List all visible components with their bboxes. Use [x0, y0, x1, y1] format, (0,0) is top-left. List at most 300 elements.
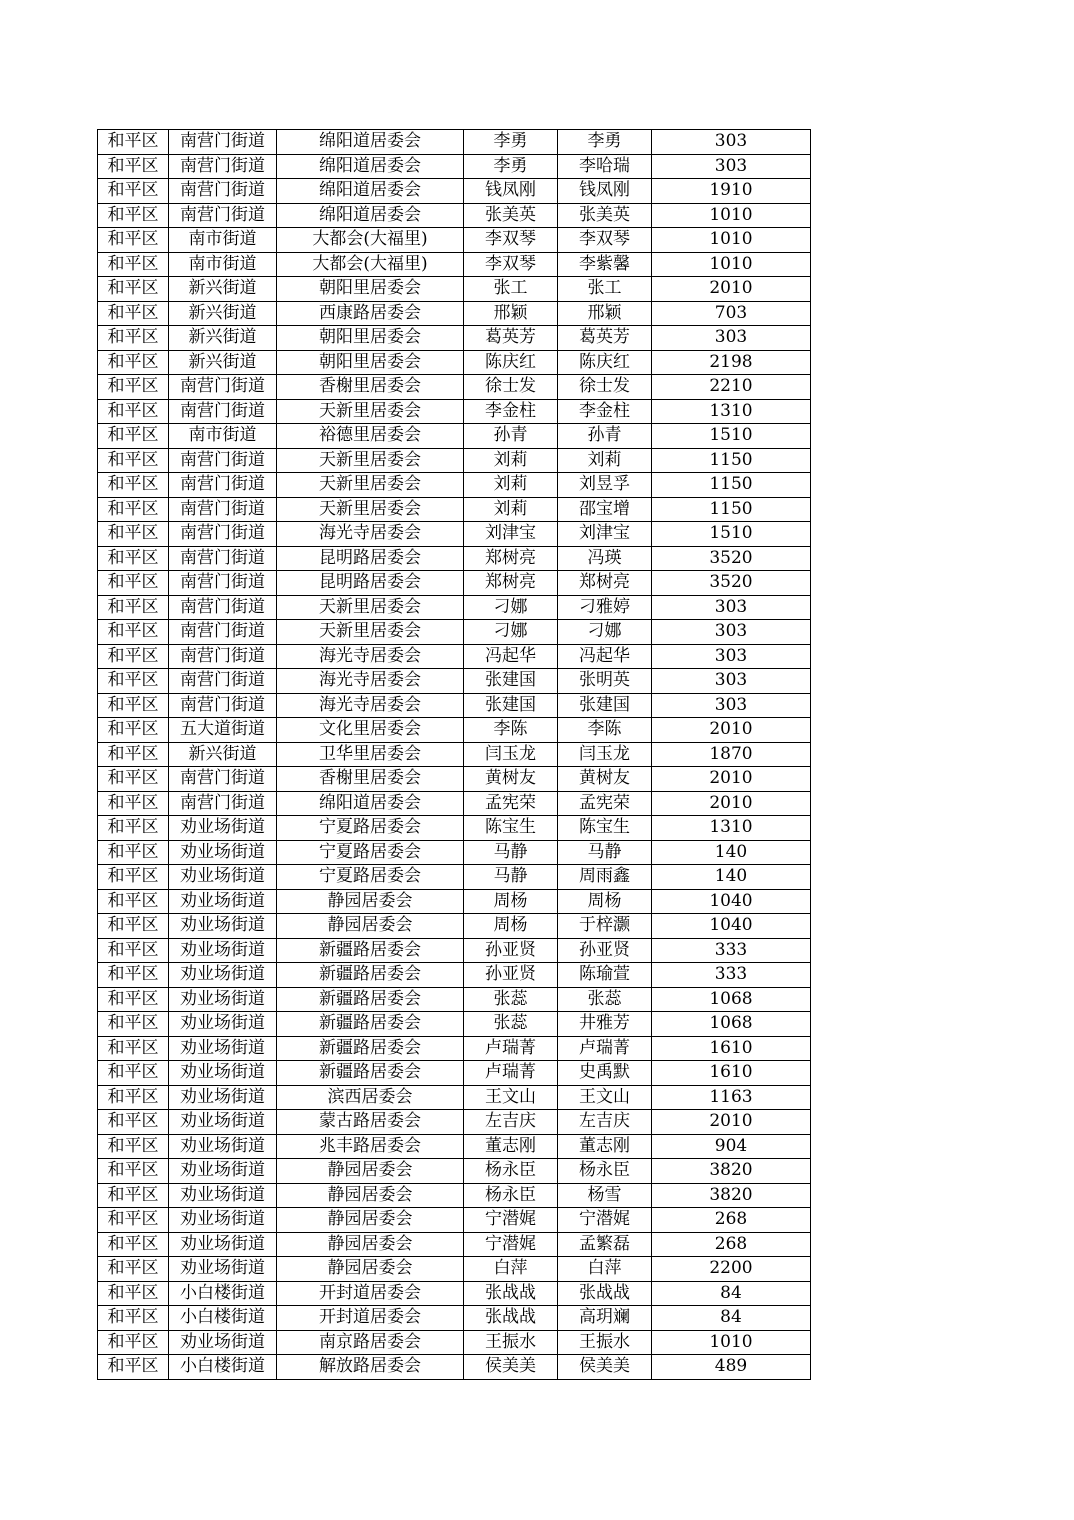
committee-cell: 南京路居委会: [277, 1330, 464, 1355]
district-cell: 和平区: [98, 889, 169, 914]
street-cell: 南营门街道: [169, 620, 277, 645]
district-cell: 和平区: [98, 1110, 169, 1135]
table-row: [98, 1232, 811, 1257]
household-head-cell: 张美英: [464, 203, 558, 228]
street-cell: 新兴街道: [169, 326, 277, 351]
table-row: [98, 301, 811, 326]
member-name-cell: 刁雅婷: [558, 595, 652, 620]
district-cell: 和平区: [98, 399, 169, 424]
household-head-cell: 郑树亮: [464, 571, 558, 596]
household-head-cell: 王文山: [464, 1085, 558, 1110]
household-head-cell: 卢瑞菁: [464, 1061, 558, 1086]
amount-cell: 2010: [652, 718, 811, 743]
committee-cell: 静园居委会: [277, 1183, 464, 1208]
member-name-cell: 葛英芳: [558, 326, 652, 351]
district-cell: 和平区: [98, 473, 169, 498]
committee-cell: 开封道居委会: [277, 1306, 464, 1331]
member-name-cell: 张建国: [558, 693, 652, 718]
committee-cell: 裕德里居委会: [277, 424, 464, 449]
member-name-cell: 卢瑞菁: [558, 1036, 652, 1061]
street-cell: 新兴街道: [169, 350, 277, 375]
household-head-cell: 王振水: [464, 1330, 558, 1355]
committee-cell: 天新里居委会: [277, 620, 464, 645]
table-row: [98, 644, 811, 669]
committee-cell: 静园居委会: [277, 914, 464, 939]
district-cell: 和平区: [98, 816, 169, 841]
table-row: [98, 179, 811, 204]
table-row: [98, 987, 811, 1012]
household-head-cell: 李陈: [464, 718, 558, 743]
amount-cell: 140: [652, 865, 811, 890]
street-cell: 南营门街道: [169, 546, 277, 571]
household-head-cell: 李勇: [464, 130, 558, 155]
household-head-cell: 周杨: [464, 914, 558, 939]
district-cell: 和平区: [98, 595, 169, 620]
member-name-cell: 孟宪荣: [558, 791, 652, 816]
table-row: [98, 1085, 811, 1110]
table-row: [98, 326, 811, 351]
amount-cell: 2198: [652, 350, 811, 375]
table-row: [98, 497, 811, 522]
table-row: [98, 669, 811, 694]
amount-cell: 1610: [652, 1061, 811, 1086]
member-name-cell: 孙亚贤: [558, 938, 652, 963]
amount-cell: 1010: [652, 228, 811, 253]
street-cell: 南营门街道: [169, 767, 277, 792]
committee-cell: 大都会(大福里): [277, 228, 464, 253]
street-cell: 南营门街道: [169, 693, 277, 718]
table-row: [98, 522, 811, 547]
street-cell: 南营门街道: [169, 497, 277, 522]
household-head-cell: 宁潜娓: [464, 1232, 558, 1257]
table-row: [98, 767, 811, 792]
committee-cell: 绵阳道居委会: [277, 203, 464, 228]
committee-cell: 静园居委会: [277, 1159, 464, 1184]
street-cell: 南市街道: [169, 424, 277, 449]
household-head-cell: 陈庆红: [464, 350, 558, 375]
street-cell: 南营门街道: [169, 179, 277, 204]
committee-cell: 天新里居委会: [277, 399, 464, 424]
district-cell: 和平区: [98, 571, 169, 596]
street-cell: 劝业场街道: [169, 1110, 277, 1135]
member-name-cell: 左吉庆: [558, 1110, 652, 1135]
district-cell: 和平区: [98, 791, 169, 816]
member-name-cell: 李陈: [558, 718, 652, 743]
member-name-cell: 周杨: [558, 889, 652, 914]
amount-cell: 2200: [652, 1257, 811, 1282]
member-name-cell: 闫玉龙: [558, 742, 652, 767]
table-row: [98, 1134, 811, 1159]
household-head-cell: 孟宪荣: [464, 791, 558, 816]
committee-cell: 天新里居委会: [277, 595, 464, 620]
amount-cell: 1510: [652, 522, 811, 547]
household-head-cell: 杨永臣: [464, 1159, 558, 1184]
amount-cell: 1870: [652, 742, 811, 767]
street-cell: 南市街道: [169, 252, 277, 277]
committee-cell: 新疆路居委会: [277, 938, 464, 963]
table-row: [98, 1036, 811, 1061]
committee-cell: 天新里居委会: [277, 448, 464, 473]
committee-cell: 绵阳道居委会: [277, 154, 464, 179]
amount-cell: 1310: [652, 816, 811, 841]
street-cell: 劝业场街道: [169, 816, 277, 841]
household-head-cell: 黄树友: [464, 767, 558, 792]
committee-cell: 新疆路居委会: [277, 1012, 464, 1037]
street-cell: 劝业场街道: [169, 865, 277, 890]
street-cell: 劝业场街道: [169, 1036, 277, 1061]
district-cell: 和平区: [98, 546, 169, 571]
street-cell: 南营门街道: [169, 669, 277, 694]
street-cell: 南营门街道: [169, 448, 277, 473]
member-name-cell: 黄树友: [558, 767, 652, 792]
member-name-cell: 刘津宝: [558, 522, 652, 547]
street-cell: 南营门街道: [169, 791, 277, 816]
member-name-cell: 张明英: [558, 669, 652, 694]
table-row: [98, 424, 811, 449]
committee-cell: 宁夏路居委会: [277, 840, 464, 865]
street-cell: 小白楼街道: [169, 1281, 277, 1306]
member-name-cell: 董志刚: [558, 1134, 652, 1159]
member-name-cell: 张工: [558, 277, 652, 302]
street-cell: 南营门街道: [169, 375, 277, 400]
district-cell: 和平区: [98, 742, 169, 767]
household-head-cell: 张建国: [464, 693, 558, 718]
district-cell: 和平区: [98, 228, 169, 253]
committee-cell: 天新里居委会: [277, 473, 464, 498]
committee-cell: 新疆路居委会: [277, 963, 464, 988]
table-row: [98, 1208, 811, 1233]
table-row: [98, 840, 811, 865]
committee-cell: 绵阳道居委会: [277, 130, 464, 155]
member-name-cell: 周雨鑫: [558, 865, 652, 890]
committee-cell: 兆丰路居委会: [277, 1134, 464, 1159]
committee-cell: 开封道居委会: [277, 1281, 464, 1306]
district-cell: 和平区: [98, 277, 169, 302]
member-name-cell: 李勇: [558, 130, 652, 155]
committee-cell: 绵阳道居委会: [277, 179, 464, 204]
committee-cell: 昆明路居委会: [277, 571, 464, 596]
amount-cell: 84: [652, 1281, 811, 1306]
amount-cell: 268: [652, 1232, 811, 1257]
amount-cell: 333: [652, 963, 811, 988]
member-name-cell: 陈宝生: [558, 816, 652, 841]
table-row: [98, 1183, 811, 1208]
member-name-cell: 刘昱孚: [558, 473, 652, 498]
amount-cell: 2010: [652, 1110, 811, 1135]
street-cell: 劝业场街道: [169, 889, 277, 914]
household-head-cell: 陈宝生: [464, 816, 558, 841]
household-head-cell: 李双琴: [464, 252, 558, 277]
district-cell: 和平区: [98, 1330, 169, 1355]
table-row: [98, 938, 811, 963]
committee-cell: 宁夏路居委会: [277, 865, 464, 890]
table-row: [98, 791, 811, 816]
street-cell: 劝业场街道: [169, 1012, 277, 1037]
street-cell: 劝业场街道: [169, 938, 277, 963]
committee-cell: 卫华里居委会: [277, 742, 464, 767]
member-name-cell: 徐士发: [558, 375, 652, 400]
member-name-cell: 刘莉: [558, 448, 652, 473]
table-row: [98, 448, 811, 473]
street-cell: 南营门街道: [169, 203, 277, 228]
street-cell: 劝业场街道: [169, 1159, 277, 1184]
table-row: [98, 693, 811, 718]
household-head-cell: 孙青: [464, 424, 558, 449]
amount-cell: 1163: [652, 1085, 811, 1110]
district-cell: 和平区: [98, 620, 169, 645]
member-name-cell: 李双琴: [558, 228, 652, 253]
amount-cell: 2010: [652, 277, 811, 302]
committee-cell: 新疆路居委会: [277, 1061, 464, 1086]
street-cell: 劝业场街道: [169, 1134, 277, 1159]
household-head-cell: 马静: [464, 865, 558, 890]
table-row: [98, 1110, 811, 1135]
member-name-cell: 邢颖: [558, 301, 652, 326]
member-name-cell: 马静: [558, 840, 652, 865]
amount-cell: 703: [652, 301, 811, 326]
street-cell: 小白楼街道: [169, 1306, 277, 1331]
household-head-cell: 刁娜: [464, 620, 558, 645]
member-name-cell: 于梓灏: [558, 914, 652, 939]
table-row: [98, 130, 811, 155]
member-name-cell: 张战战: [558, 1281, 652, 1306]
amount-cell: 303: [652, 620, 811, 645]
district-cell: 和平区: [98, 963, 169, 988]
committee-cell: 海光寺居委会: [277, 644, 464, 669]
member-name-cell: 高玥斓: [558, 1306, 652, 1331]
household-head-cell: 冯起华: [464, 644, 558, 669]
committee-cell: 静园居委会: [277, 1208, 464, 1233]
district-cell: 和平区: [98, 1012, 169, 1037]
household-head-cell: 张建国: [464, 669, 558, 694]
district-cell: 和平区: [98, 987, 169, 1012]
amount-cell: 268: [652, 1208, 811, 1233]
household-head-cell: 宁潜娓: [464, 1208, 558, 1233]
table-row: [98, 865, 811, 890]
member-name-cell: 孟繁磊: [558, 1232, 652, 1257]
member-name-cell: 冯瑛: [558, 546, 652, 571]
household-head-cell: 钱凤刚: [464, 179, 558, 204]
member-name-cell: 宁潜娓: [558, 1208, 652, 1233]
street-cell: 南营门街道: [169, 522, 277, 547]
committee-cell: 解放路居委会: [277, 1355, 464, 1380]
amount-cell: 1510: [652, 424, 811, 449]
committee-cell: 绵阳道居委会: [277, 791, 464, 816]
table-row: [98, 595, 811, 620]
household-head-cell: 董志刚: [464, 1134, 558, 1159]
table-row: [98, 350, 811, 375]
household-head-cell: 刘莉: [464, 473, 558, 498]
committee-cell: 朝阳里居委会: [277, 326, 464, 351]
table-row: [98, 1306, 811, 1331]
member-name-cell: 王振水: [558, 1330, 652, 1355]
committee-cell: 香榭里居委会: [277, 375, 464, 400]
table-row: [98, 1012, 811, 1037]
household-head-cell: 徐士发: [464, 375, 558, 400]
member-name-cell: 郑树亮: [558, 571, 652, 596]
table-row: [98, 546, 811, 571]
household-head-cell: 张工: [464, 277, 558, 302]
street-cell: 新兴街道: [169, 742, 277, 767]
table-row: [98, 914, 811, 939]
committee-cell: 新疆路居委会: [277, 1036, 464, 1061]
member-name-cell: 钱凤刚: [558, 179, 652, 204]
street-cell: 南营门街道: [169, 130, 277, 155]
member-name-cell: 孙青: [558, 424, 652, 449]
street-cell: 新兴街道: [169, 301, 277, 326]
district-cell: 和平区: [98, 497, 169, 522]
household-head-cell: 张战战: [464, 1306, 558, 1331]
district-cell: 和平区: [98, 1355, 169, 1380]
amount-cell: 1150: [652, 473, 811, 498]
street-cell: 南营门街道: [169, 571, 277, 596]
household-head-cell: 李双琴: [464, 228, 558, 253]
district-cell: 和平区: [98, 693, 169, 718]
member-name-cell: 杨永臣: [558, 1159, 652, 1184]
amount-cell: 303: [652, 130, 811, 155]
amount-cell: 303: [652, 154, 811, 179]
committee-cell: 海光寺居委会: [277, 522, 464, 547]
street-cell: 南营门街道: [169, 399, 277, 424]
street-cell: 劝业场街道: [169, 1061, 277, 1086]
data-table-body: [98, 130, 811, 1380]
committee-cell: 静园居委会: [277, 1232, 464, 1257]
committee-cell: 昆明路居委会: [277, 546, 464, 571]
amount-cell: 904: [652, 1134, 811, 1159]
table-row: [98, 1330, 811, 1355]
committee-cell: 朝阳里居委会: [277, 277, 464, 302]
table-row: [98, 473, 811, 498]
household-head-cell: 周杨: [464, 889, 558, 914]
committee-cell: 香榭里居委会: [277, 767, 464, 792]
district-cell: 和平区: [98, 767, 169, 792]
district-cell: 和平区: [98, 1134, 169, 1159]
district-cell: 和平区: [98, 938, 169, 963]
household-head-cell: 李勇: [464, 154, 558, 179]
amount-cell: 2010: [652, 767, 811, 792]
table-row: [98, 1061, 811, 1086]
district-cell: 和平区: [98, 301, 169, 326]
table-row: [98, 399, 811, 424]
district-cell: 和平区: [98, 375, 169, 400]
amount-cell: 1010: [652, 1330, 811, 1355]
street-cell: 劝业场街道: [169, 840, 277, 865]
committee-cell: 宁夏路居委会: [277, 816, 464, 841]
street-cell: 南市街道: [169, 228, 277, 253]
member-name-cell: 史禹默: [558, 1061, 652, 1086]
committee-cell: 文化里居委会: [277, 718, 464, 743]
table-row: [98, 742, 811, 767]
household-head-cell: 刘莉: [464, 497, 558, 522]
table-row: [98, 277, 811, 302]
committee-cell: 海光寺居委会: [277, 693, 464, 718]
amount-cell: 1310: [652, 399, 811, 424]
household-head-cell: 孙亚贤: [464, 938, 558, 963]
street-cell: 新兴街道: [169, 277, 277, 302]
member-name-cell: 杨雪: [558, 1183, 652, 1208]
street-cell: 劝业场街道: [169, 1208, 277, 1233]
amount-cell: 3820: [652, 1159, 811, 1184]
amount-cell: 303: [652, 693, 811, 718]
district-cell: 和平区: [98, 522, 169, 547]
member-name-cell: 冯起华: [558, 644, 652, 669]
street-cell: 劝业场街道: [169, 963, 277, 988]
member-name-cell: 井雅芳: [558, 1012, 652, 1037]
amount-cell: 303: [652, 326, 811, 351]
district-cell: 和平区: [98, 840, 169, 865]
amount-cell: 303: [652, 595, 811, 620]
table-row: [98, 718, 811, 743]
member-name-cell: 李紫馨: [558, 252, 652, 277]
committee-cell: 新疆路居委会: [277, 987, 464, 1012]
household-head-cell: 张蕊: [464, 1012, 558, 1037]
amount-cell: 1150: [652, 448, 811, 473]
district-cell: 和平区: [98, 1036, 169, 1061]
household-head-cell: 闫玉龙: [464, 742, 558, 767]
district-cell: 和平区: [98, 644, 169, 669]
amount-cell: 333: [652, 938, 811, 963]
committee-cell: 蒙古路居委会: [277, 1110, 464, 1135]
amount-cell: 1068: [652, 1012, 811, 1037]
district-cell: 和平区: [98, 1061, 169, 1086]
amount-cell: 1010: [652, 203, 811, 228]
amount-cell: 3520: [652, 571, 811, 596]
committee-cell: 静园居委会: [277, 889, 464, 914]
district-cell: 和平区: [98, 669, 169, 694]
street-cell: 劝业场街道: [169, 1085, 277, 1110]
district-cell: 和平区: [98, 130, 169, 155]
household-head-cell: 郑树亮: [464, 546, 558, 571]
amount-cell: 1010: [652, 252, 811, 277]
member-name-cell: 白萍: [558, 1257, 652, 1282]
table-row: [98, 1257, 811, 1282]
district-cell: 和平区: [98, 448, 169, 473]
table-row: [98, 620, 811, 645]
data-table: [97, 129, 811, 1380]
district-cell: 和平区: [98, 203, 169, 228]
street-cell: 劝业场街道: [169, 1257, 277, 1282]
table-row: [98, 1355, 811, 1380]
member-name-cell: 邵宝增: [558, 497, 652, 522]
household-head-cell: 杨永臣: [464, 1183, 558, 1208]
district-cell: 和平区: [98, 914, 169, 939]
household-head-cell: 侯美美: [464, 1355, 558, 1380]
household-head-cell: 白萍: [464, 1257, 558, 1282]
member-name-cell: 李金柱: [558, 399, 652, 424]
district-cell: 和平区: [98, 179, 169, 204]
household-head-cell: 刘津宝: [464, 522, 558, 547]
household-head-cell: 张蕊: [464, 987, 558, 1012]
amount-cell: 140: [652, 840, 811, 865]
member-name-cell: 陈庆红: [558, 350, 652, 375]
district-cell: 和平区: [98, 154, 169, 179]
street-cell: 南营门街道: [169, 595, 277, 620]
table-row: [98, 375, 811, 400]
table-row: [98, 228, 811, 253]
household-head-cell: 刁娜: [464, 595, 558, 620]
member-name-cell: 张蕊: [558, 987, 652, 1012]
member-name-cell: 陈瑜萱: [558, 963, 652, 988]
committee-cell: 大都会(大福里): [277, 252, 464, 277]
household-head-cell: 刘莉: [464, 448, 558, 473]
household-head-cell: 卢瑞菁: [464, 1036, 558, 1061]
table-row: [98, 816, 811, 841]
household-head-cell: 邢颖: [464, 301, 558, 326]
district-cell: 和平区: [98, 1257, 169, 1282]
district-cell: 和平区: [98, 1085, 169, 1110]
household-head-cell: 孙亚贤: [464, 963, 558, 988]
district-cell: 和平区: [98, 865, 169, 890]
